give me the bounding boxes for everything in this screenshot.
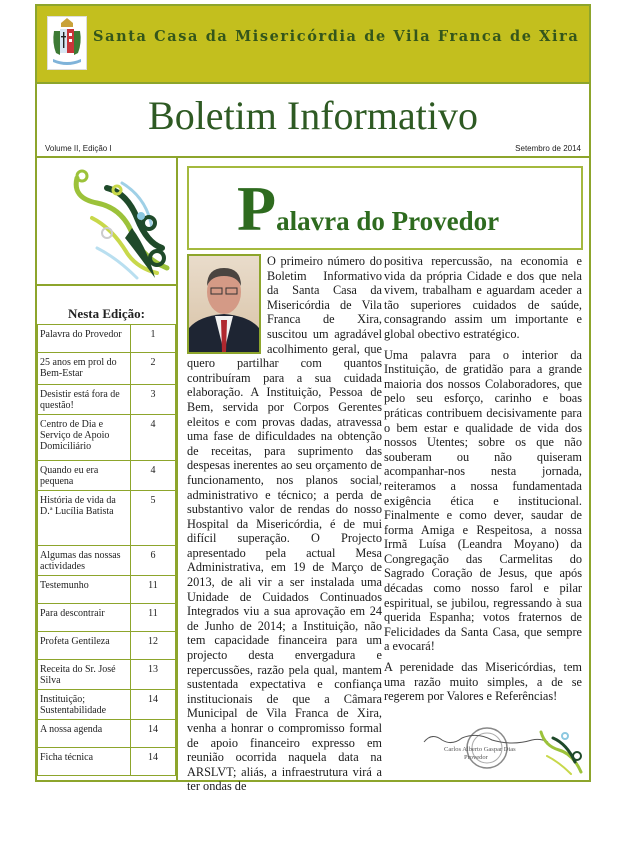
toc-item-page: 3	[131, 385, 176, 415]
toc-row	[38, 353, 176, 385]
article-heading	[237, 174, 499, 244]
toc-item-page: 14	[131, 720, 176, 748]
toc-item-page: 5	[131, 491, 176, 546]
organization-name: Santa Casa da Misericórdia de Vila Franca de Xira	[93, 28, 580, 45]
toc-item-page: 11	[131, 576, 176, 604]
toc-row	[38, 576, 176, 604]
toc-item-page: 13	[131, 660, 176, 690]
newsletter-title: Boletim Informativo	[148, 93, 478, 138]
toc-item-label: Ficha técnica	[38, 748, 131, 776]
article-column-2	[384, 254, 582, 710]
toc-item-label: Palavra do Provedor	[38, 325, 131, 353]
toc-item-label: Algumas das nossas actividades	[38, 546, 131, 576]
toc-item-label: 25 anos em prol do Bem-Estar	[38, 353, 131, 385]
article-paragraph: positiva repercussão, na economia e vida da própria Cidade e dos que nela vivem, trabalham e aguardam aceder a tão superiores cuidados de saúde, consagrando assim um importante e global obectivo estratégico.	[384, 254, 582, 341]
newsletter-page	[35, 4, 591, 794]
issue-date: Setembro de 2014	[515, 144, 581, 153]
toc-item-label: Quando eu era pequena	[38, 461, 131, 491]
coat-of-arms-icon	[47, 16, 87, 70]
column-divider	[176, 156, 178, 780]
provedor-signature	[422, 726, 552, 772]
toc-item-label: Receita do Sr. José Silva	[38, 660, 131, 690]
signature-role: Provedor	[464, 754, 488, 761]
toc-row	[38, 632, 176, 660]
toc-item-label: A nossa agenda	[38, 720, 131, 748]
toc-item-label: Instituição; Sustentabilidade	[38, 690, 131, 720]
toc-item-page: 6	[131, 546, 176, 576]
toc-item-page: 2	[131, 353, 176, 385]
article-heading-box	[187, 166, 583, 250]
toc-item-page: 11	[131, 604, 176, 632]
toc-item-label: Centro de Dia e Serviço de Apoio Domiciliário	[38, 415, 131, 461]
toc-item-page: 12	[131, 632, 176, 660]
toc-row	[38, 491, 176, 546]
toc-row	[38, 604, 176, 632]
toc-item-page: 1	[131, 325, 176, 353]
toc-row	[38, 720, 176, 748]
toc-row	[38, 748, 176, 776]
toc-item-label: Para descontrair	[38, 604, 131, 632]
toc-row	[38, 660, 176, 690]
heading-text: alavra do Provedor	[276, 206, 500, 236]
table-of-contents	[37, 324, 176, 776]
photo-spacer	[187, 254, 267, 355]
toc-row	[38, 415, 176, 461]
toc-row	[38, 385, 176, 415]
toc-item-page: 4	[131, 461, 176, 491]
toc-item-page: 14	[131, 748, 176, 776]
toc-item-label: Testemunho	[38, 576, 131, 604]
floral-swirl-corner-decoration	[535, 726, 587, 778]
article-paragraph: A perenidade das Misericórdias, tem uma razão muito simples, a de se regerem por Valores e Referências!	[384, 660, 582, 704]
heading-drop-cap: P	[237, 173, 277, 244]
toc-item-label: Profeta Gentileza	[38, 632, 131, 660]
article-paragraph: Uma palavra para o interior da Instituição, de gratidão para a grande maioria dos nossos Colaboradores, que pelo seu esforço, carinho e boas práticas contribuem decisivamente para o bem estar e qualidade de vida dos nossos Utentes; sobre os que não souberam ou não quiseram acompanhar-nos nesta jornada, reiteramos a nossa fundamentada exigência ética e institucional. Finalmente e como dever, saudar de forma Amiga e Respeitosa, a nossa Irmã Luísa (Leandra Moyano) da Congregação das Carmelitas do Sagrado Coração de Jesus, que após décadas como nosso farol e pilar espiritual, se jubilou, regressando à sua querida Espanha; votos fraternos de Felicidades da Santa Casa, que sempre a evocará!	[384, 347, 582, 654]
toc-title: Nesta Edição:	[68, 306, 145, 321]
toc-row	[38, 461, 176, 491]
volume-edition: Volume II, Edição I	[45, 144, 112, 153]
toc-row	[38, 325, 176, 353]
toc-item-label: História de vida da D.ª Lucília Batista	[38, 491, 131, 546]
toc-item-page: 4	[131, 415, 176, 461]
toc-item-page: 14	[131, 690, 176, 720]
article-column-1	[187, 254, 382, 794]
toc-row	[38, 690, 176, 720]
toc-item-label: Desistir está fora de questão!	[38, 385, 131, 415]
signature-name: Carlos Alberto Gaspar Dias	[444, 746, 516, 753]
article-text-col1: O primeiro número do Boletim Informativo da Santa Casa da Misericórdia de Vila Franca de Xira, suscitou um agradável acolhimento geral, que quero partilhar com quantos contribuíram para a sua cuidada elaboração. A Instituição, Pessoa de Bem, servida por Corpos Gerentes eleitos e com provas dadas, atravessa uma fase de dificuldades na obtenção de receitas, para suprimento das despesas inerentes ao seu orçamento de funcionamento, nos planos social, administrativo e técnico; a perda de substantivo valor de rendas do nosso Hospital da Misericórdia, é de mui difícil superação. O Projecto apresentado pela actual Mesa Administrativa, em 19 de Março de 2013, de ali vir a ser instalada uma Unidade de Cuidados Continuados Integrados viu a sua aprovação em 24 de Junho de 2014; a Instituição, não tem capacidade financeira para um projecto desta envergadura e repercussões, razão pela qual, mantem sustentada expectativa e confiança institucionais de que a Câmara Municipal de Vila Franca de Xira, venha a honrar o compromisso formal de apoio financeiro expresso em reunião ocorrida naquela data na ARSLVT; aliás, a infraestrutura virá a ter ondas de	[187, 254, 382, 794]
floral-swirl-decoration	[37, 158, 176, 286]
toc-row	[38, 546, 176, 576]
header-banner	[37, 6, 589, 84]
